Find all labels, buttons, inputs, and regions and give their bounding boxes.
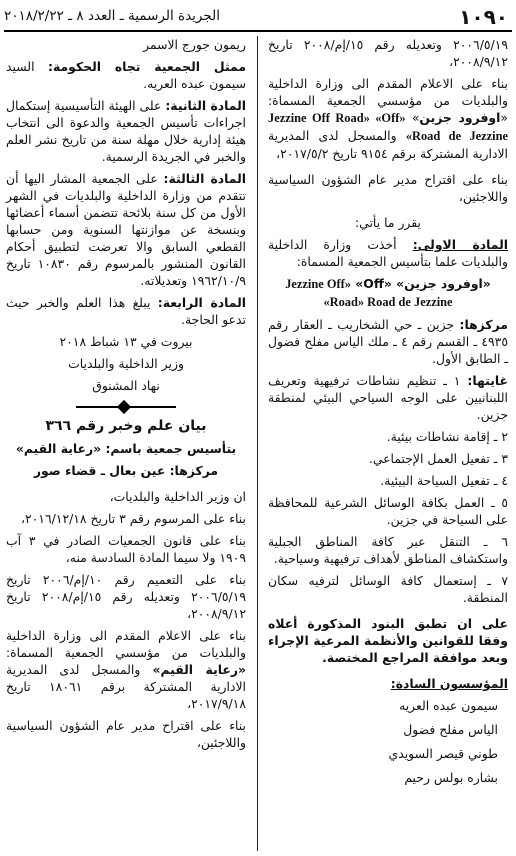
notification-paragraph: بناء على الاعلام المقدم الى وزارة الداخلية والبلديات من مؤسسي الجمعية المسماة: «اوفرود جزين» «Jezzine Off Road» «Off Road de Jezzine» والمسجل لدى المديرية الادارية المشتركة برقم ٩١٥٤ تاريخ ٢٠١٧/٥/٢، [268,76,509,161]
association-name-en: «Jezzine Off Road» «Off Road de Jezzine» [268,111,509,143]
preamble-proposal: بناء على اقتراح مدير عام الشؤون السياسية واللاجئين، [6,718,246,750]
founders-list [268,697,508,786]
preamble-notification: بناء على الاعلام المقدم الى وزارة الداخلية والبلديات من مؤسسي الجمعية المسماة: «رعاية القيم» والمسجل لدى المديرية الادارية المشتركة برقم ١٨٠٦١ تاريخ ٢٠١٧/٩/١٨، [6,628,246,711]
article-1-text: أخذت وزارة الداخلية والبلديات علما بتأسيس الجمعية المسماة: [268,237,508,269]
article-3: المادة الثالثة: على الجمعية المشار اليها أن تتقدم من وزارة الداخلية والبلديات في الشهر الأول من كل سنة بلائحة تتضمن أسماء أعضائها وبنسخة عن موازنتها السنوية ومن حسابها القطعي السابق والا تعرضت لتطبيق أحكام القانون المنشور بالمرسوم رقم ١٠٨٣٠ تاريخ ١٩٦٢/١٠/٩ وتعديلاته. [6,171,247,288]
founder-name: سيمون عبده العريه [399,698,498,713]
founder-name: الياس مفلح فضول [403,722,498,737]
headquarters-text: جزين ـ حي الشخاريب ـ العقار رقم ٤٩٣٥ ـ القسم رقم ٤ ـ ملك الياس مفلح فضول ـ الطابق الأول. [268,317,508,366]
goals-item-5: ٥ ـ العمل بكافة الوسائل الشرعية للمحافظة على السياحة في جزين. [268,495,508,527]
founder-name: طوني قيصر السويدي [388,746,498,761]
government-representative: ممثل الجمعية تجاه الحكومة: السيد سيمون عبده العريه. [6,59,246,91]
section-divider [6,400,246,414]
condition-paragraph: على ان تطبق البنود المذكورة أعلاه وفقا للقوانين والأنظمة المرعية الإجراء وبعد موافقة المراجع المختصة. [268,616,508,665]
decree-ref-continued: ٢٠٠٦/٥/١٩ وتعديله رقم ١٥/إم/٢٠٠٨ تاريخ ٢٠٠٨/٩/١٢، [268,37,509,69]
header-rule [4,30,512,32]
page-number: ١٠٩٠ [459,5,508,29]
goals-item-6: ٦ ـ التنقل عبر كافة المناطق الجبلية واستكشاف المناطق لأهداف ترفيهية وسياحية. [268,534,508,566]
article-4-label: المادة الرابعة: [157,295,246,310]
headquarters-label: مركزها: [459,317,508,332]
minister-name: نهاد المشنوق [92,378,160,393]
column-divider [257,36,258,851]
notice-subtitle: بتأسيس جمعية باسم: «رعاية القيم» [15,441,237,456]
left-column [6,36,246,756]
preamble-minister: ان وزير الداخلية والبلديات، [109,489,246,504]
headquarters [268,316,508,367]
government-representative-label: ممثل الجمعية تجاه الحكومة: [48,59,246,74]
article-1-label: المادة الاولى: [412,237,508,252]
goals-item-3: ٣ ـ تفعيل العمل الإجتماعي. [368,451,508,466]
notice-title: بيان علم وخبر رقم ٣٦٦ [45,418,207,434]
preamble-law: بناء على قانون الجمعيات الصادر في ٣ آب ١٩٠٩ ولا سيما المادة السادسة منه، [6,533,247,565]
article-2-label: المادة الثانية: [165,98,246,113]
association-name-ar: اوفرود جزين [419,110,501,125]
preamble-decree: بناء على المرسوم رقم ٣ تاريخ ٢٠١٦/١٢/١٨، [21,511,246,526]
article-2: المادة الثانية: على الهيئة التأسيسية إستكمال اجراءات تأسيس الجمعية والدعوة الى انتخاب هيئة إدارية خلال مهلة سنة من تاريخ نشر العلم والخبر في الجريدة الرسمية. [6,98,246,164]
gazette-title: الجريدة الرسمية ـ العدد ٨ ـ ٢٠١٨/٢/٢٢ [4,8,220,24]
article-4: المادة الرابعة: يبلغ هذا العلم والخبر حيث تدعو الحاجة. [6,295,246,327]
goals-item-1: غايتها: ١ ـ تنظيم نشاطات ترفيهية وتعريف اللبنانيين على الوجه السياحي البيئي لمنطقة جزين. [268,373,508,422]
article-3-label: المادة الثالثة: [163,171,247,186]
association-name-block: «اوفرود جزين» «Off» «Jezzine Off Road» Road de Jezzine» [285,276,491,309]
association-name-ar: «رعاية القيم» [152,662,246,677]
right-column [268,36,508,793]
goals-item-2: ٢ ـ إقامة نشاطات بيئية. [386,429,508,444]
founder-name-continued: ريمون جورج الاسمر [143,37,246,52]
founders-label: المؤسسون السادة: [390,676,508,691]
goals-item-4: ٤ ـ تفعيل السياحة البيئية. [380,473,508,488]
signature-date: بيروت في ١٣ شباط ٢٠١٨ [59,334,193,349]
page-header [4,5,512,29]
diamond-ornament-icon [117,400,131,414]
goals-label: غايتها: [467,373,508,388]
preamble-circular: بناء على التعميم رقم ١٠/إم/٢٠٠٦ تاريخ ٢٠٠٦/٥/١٩ وتعديله رقم ١٥/إم/٢٠٠٨ تاريخ ٢٠٠٨/٩/١٢، [6,572,247,621]
goals-item-7: ٧ ـ إستعمال كافة الوسائل لترفيه سكان المنطقة. [268,573,508,605]
founder-name: بشاره بولس رحيم [404,770,498,785]
article-1 [268,236,508,270]
minister-title: وزير الداخلية والبلديات [68,356,184,371]
notice-location: مركزها: عين بعال ـ قضاء صور [33,463,219,478]
proposal-paragraph: بناء على اقتراح مدير عام الشؤون السياسية واللاجئين، [268,172,508,204]
decision-intro: يقرر ما يأتي: [354,215,421,230]
